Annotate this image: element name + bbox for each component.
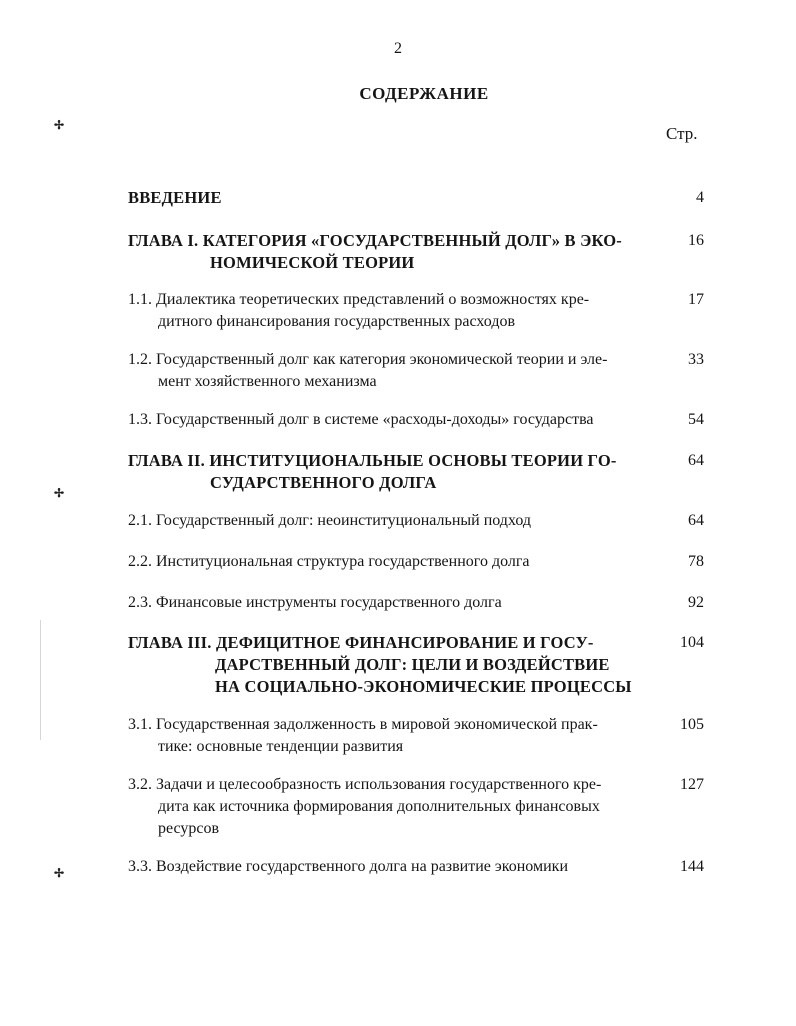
toc-entry-page: 105: [680, 716, 704, 733]
scan-mark-icon: ✢: [54, 118, 65, 132]
toc-entry-page: 78: [688, 553, 704, 570]
toc-entry-page: 33: [688, 351, 704, 368]
toc-entry-line: ГЛАВА II. ИНСТИТУЦИОНАЛЬНЫЕ ОСНОВЫ ТЕОРИИ ГО-: [128, 451, 617, 470]
toc-entry-line: ДАРСТВЕННЫЙ ДОЛГ: ЦЕЛИ И ВОЗДЕЙСТВИЕ: [215, 655, 610, 674]
toc-entry-1-1[interactable]: [128, 289, 658, 333]
toc-entry-line: НОМИЧЕСКОЙ ТЕОРИИ: [210, 253, 415, 272]
toc-entry-line: 3.1. Государственная задолженность в мировой экономической прак-: [128, 716, 598, 733]
toc-entry-line: тике: основные тенденции развития: [158, 738, 404, 755]
toc-entry-page: 54: [688, 411, 704, 428]
toc-entry-3-2[interactable]: [128, 774, 658, 840]
toc-entry-line: ВВЕДЕНИЕ: [128, 188, 222, 207]
toc-entry-page: 92: [688, 594, 704, 611]
toc-entry-2-3[interactable]: [128, 592, 658, 614]
toc-entry-line: ГЛАВА I. КАТЕГОРИЯ «ГОСУДАРСТВЕННЫЙ ДОЛГ» В ЭКО-: [128, 231, 622, 250]
toc-entry-3-1[interactable]: [128, 714, 658, 758]
toc-entry-page: 64: [688, 452, 704, 469]
toc-entry-line: 1.2. Государственный долг как категория экономической теории и эле-: [128, 351, 608, 368]
toc-entry-1-3[interactable]: [128, 409, 658, 431]
toc-entry-2-1[interactable]: [128, 510, 658, 532]
toc-entry-2-2[interactable]: [128, 551, 658, 573]
toc-entry-line: 1.1. Диалектика теоретических представлений о возможностях кре-: [128, 291, 590, 308]
toc-entry-line: 2.2. Институциональная структура государственного долга: [128, 553, 530, 570]
toc-entry-page: 16: [688, 232, 704, 249]
scan-mark-icon: ✢: [54, 486, 65, 500]
toc-entry-intro[interactable]: [128, 187, 658, 209]
toc-entry-line: ресурсов: [158, 820, 220, 837]
toc-entry-chapter-3[interactable]: [128, 632, 658, 698]
toc-entry-line: 3.2. Задачи и целесообразность использования государственного кре-: [128, 776, 602, 793]
toc-entry-line: дита как источника формирования дополнительных финансовых: [158, 798, 600, 815]
toc-entry-line: СУДАРСТВЕННОГО ДОЛГА: [210, 473, 437, 492]
toc-title: СОДЕРЖАНИЕ: [359, 84, 489, 103]
toc-entry-page: 127: [680, 776, 704, 793]
scan-mark-icon: ✢: [54, 866, 65, 880]
toc-entry-line: ГЛАВА III. ДЕФИЦИТНОЕ ФИНАНСИРОВАНИЕ И ГОСУ-: [128, 633, 594, 652]
toc-entry-page: 17: [688, 291, 704, 308]
toc-entry-line: 3.3. Воздействие государственного долга на развитие экономики: [128, 858, 568, 875]
toc-entry-page: 64: [688, 512, 704, 529]
toc-entry-chapter-2[interactable]: [128, 450, 658, 494]
page-number: 2: [394, 40, 402, 57]
page-column-header: Стр.: [666, 124, 698, 143]
scan-edge-line: [40, 620, 41, 740]
toc-entry-page: 4: [696, 189, 704, 206]
toc-entry-chapter-1[interactable]: [128, 230, 658, 274]
toc-entry-line: 2.1. Государственный долг: неоинституциональный подход: [128, 512, 532, 529]
toc-entry-1-2[interactable]: [128, 349, 658, 393]
toc-entry-line: 2.3. Финансовые инструменты государственного долга: [128, 594, 502, 611]
toc-entry-page: 104: [680, 634, 704, 651]
toc-entry-line: мент хозяйственного механизма: [158, 373, 377, 390]
toc-entry-3-3[interactable]: [128, 856, 658, 878]
toc-entry-line: дитного финансирования государственных расходов: [158, 313, 516, 330]
toc-entry-line: НА СОЦИАЛЬНО-ЭКОНОМИЧЕСКИЕ ПРОЦЕССЫ: [215, 677, 632, 696]
toc-entry-page: 144: [680, 858, 704, 875]
toc-entry-line: 1.3. Государственный долг в системе «расходы-доходы» государства: [128, 411, 594, 428]
